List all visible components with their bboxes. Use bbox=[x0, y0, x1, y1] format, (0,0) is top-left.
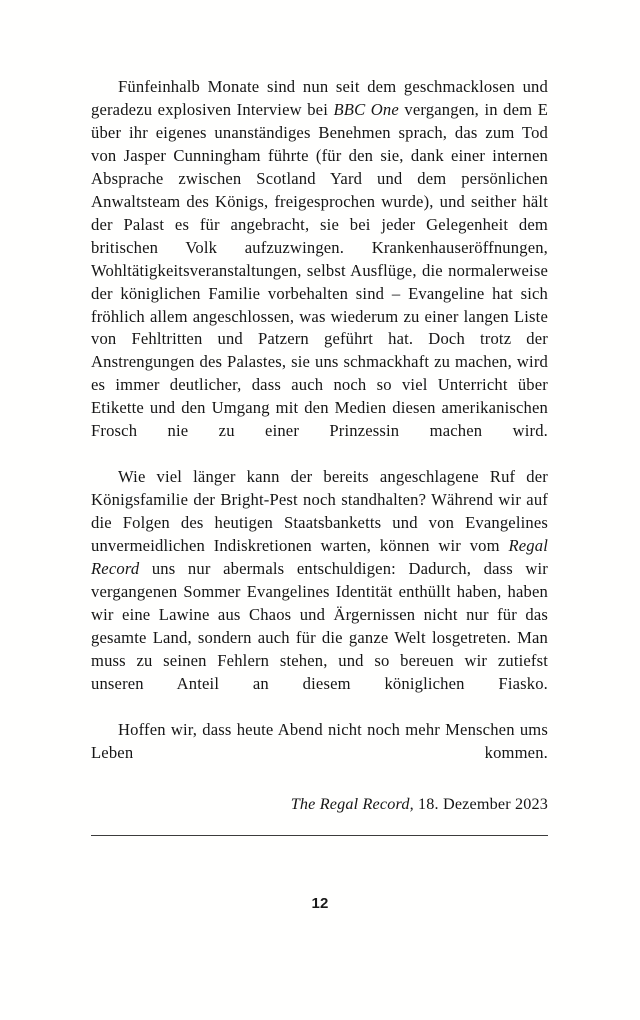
italic-title: BBC One bbox=[333, 99, 399, 119]
attribution-source: The Regal Record, bbox=[290, 795, 414, 813]
paragraph-1: Fünfeinhalb Monate sind nun seit dem geschmacklosen und geradezu explosiven Interview bei BBC One vergangen, in dem E über ihr eigenes unanständiges Benehmen sprach, das zum Tod von Jasper Cunningham führte (für den sie, dank einer internen Absprache zwischen Scotland Yard und dem persönlichen Anwaltsteam des Königs, freigesprochen wurde), und seither hält der Palast es für angebracht, sie bei jeder Gelegenheit dem britischen Volk aufzuzwingen. Krankenhauseröffnungen, Wohltätigkeitsveranstaltungen, selbst Ausflüge, die normalerweise der königlichen Familie vorbehalten sind – Evangeline hat sich fröhlich allem angeschlossen, was wiederum zu einer langen Liste von Fehltritten und Patzern geführt hat. Doch trotz der Anstrengungen des Palastes, sie uns schmackhaft zu machen, wird es immer deutlicher, dass auch noch so viel Unterricht über Etikette und den Umgang mit den Medien diesen amerikanischen Frosch nie zu einer Prinzessin machen wird. bbox=[91, 77, 548, 441]
page-number: 12 bbox=[311, 895, 329, 912]
footer-divider-rule bbox=[91, 835, 548, 836]
attribution-line bbox=[91, 793, 548, 815]
paragraph-3: Hoffen wir, dass heute Abend nicht noch mehr Menschen ums Leben kommen. bbox=[91, 719, 548, 762]
paragraph-2: Wie viel länger kann der bereits angeschlagene Ruf der Königsfamilie der Bright-Pest noch standhalten? Während wir auf die Folgen des heutigen Staatsbanketts und von Evangelines unvermeidlichen Indiskretionen warten, können wir vom Regal Record uns nur abermals entschuldigen: Dadurch, dass wir vergangenen Sommer Evangelines Identität enthüllt haben, haben wir eine Lawine aus Chaos und Ärgernissen nicht nur für das gesamte Land, sondern auch für die ganze Welt losgetreten. Man muss zu seinen Fehlern stehen, und so bereuen wir zutiefst unseren Anteil an diesem königlichen Fiasko. bbox=[91, 467, 548, 693]
italic-title: Regal Record bbox=[91, 536, 548, 579]
body-text-column bbox=[91, 76, 548, 788]
attribution-date: 18. Dezember 2023 bbox=[418, 795, 548, 813]
